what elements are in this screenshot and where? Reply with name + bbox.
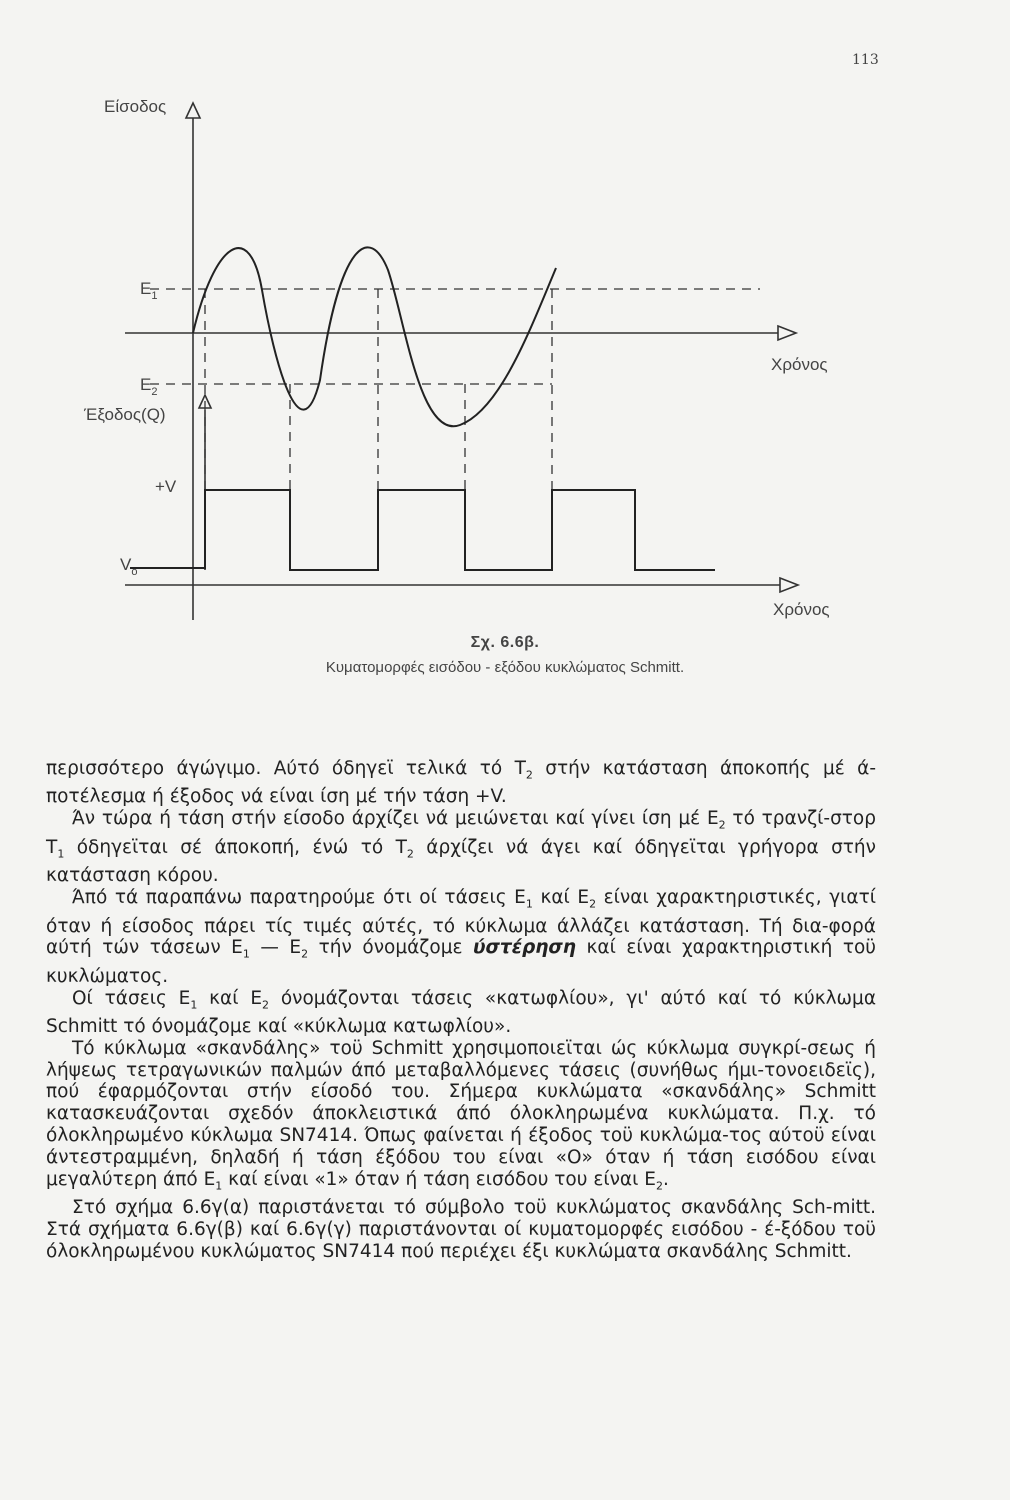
input-time-arrow: [778, 326, 796, 340]
e1-label: $E_1$: [140, 279, 158, 302]
page-number: 113: [852, 52, 879, 68]
waveform-figure: [0, 0, 1010, 630]
output-time-arrow: [780, 578, 798, 592]
output-axis-label: Έξοδος(Q): [84, 405, 166, 424]
input-axis-label: Είσοδος: [104, 97, 167, 116]
time-bottom-label: Χρόνος: [773, 600, 830, 619]
body-text: [46, 758, 876, 1263]
input-axis-arrow: [186, 103, 200, 118]
paragraph-2: Άν τώρα ή τάση στήν είσοδο άρχίζει νά μειώνεται καί γίνει ίση μέ $E_2$ τό τρανζί-στορ $T_1$ όδηγεϊται σέ άποκοπή, ένώ τό $T_2$ άρχίζει νά άγει καί όδηγεϊται γρήγορα στήν κατάσταση κόρου.: [46, 808, 876, 887]
hysteresis-term: ύστέρηση: [472, 937, 576, 959]
input-sine-wave: [193, 247, 556, 426]
paragraph-4: Οί τάσεις $E_1$ καί $E_2$ όνομάζονται τάσεις «κατωφλίου», γι' αύτό καί τό κύκλωμα Schmitt τό όνομάζομε καί «κύκλωμα κατωφλίου».: [46, 987, 877, 1038]
paragraph-5: Τό κύκλωμα «σκανδάλης» τοϋ Schmitt χρησιμοποιεϊται ώς κύκλωμα συγκρί-σεως ή λήψεως τετραγωνικών παλμών άπό μεταβαλλόμενες τάσεις (συνήθως ήμι-τονοειδεϊς), πού έφαρμόζονται στήν είσοδό του. Σήμερα κυκλώματα «σκανδάλης» Schmitt κατασκευάζονται σχεδόν άποκλειστικά άπό όλοκληρωμένα κυκλώματα. Π.χ. τό όλοκληρωμένο κύκλωμα SN7414. Όπως φαίνεται ή έξοδος τοϋ κυκλώμα-τος αύτοϋ είναι άντεστραμμένη, δηλαδή ή τάση έξόδου του είναι «Ο» όταν ή τάση εισόδου είναι μεγαλύτερη άπό $E_1$ καί είναι «1» όταν ή τάση εισόδου του είναι $E_2$.: [46, 1037, 876, 1193]
time-top-label: Χρόνος: [771, 355, 828, 374]
paragraph-1: περισσότερο άγώγιμο. Αύτό όδηγεϊ τελικά τό $T_2$ στήν κατάσταση άποκοπής μέ ά-ποτέλεσμα ή έξοδος νά είναι ίση μέ τήν τάση +V.: [46, 758, 876, 808]
figure-caption-text: Κυματομορφές εισόδου - εξόδου κυκλώματος Schmitt.: [325, 659, 685, 676]
figure-caption-number: Σχ. 6.6β.: [470, 634, 540, 651]
paragraph-3: Άπό τά παραπάνω παρατηρούμε ότι οί τάσεις $E_1$ καί $E_2$ είναι χαρακτηριστικές, γιατί όταν ή είσοδος πάρει τίς τιμές αύτές, τό κύκλωμα άλλάζει κατάσταση. Τή δια-φορά αύτή τών τάσεων $E_1$ — $E_2$ τήν όνομάζομε ύστέρηση καί είναι χαρακτηριστική τοϋ κυκλώματος.: [46, 887, 876, 987]
output-square-wave: [130, 490, 715, 570]
e2-label: $E_2$: [140, 375, 158, 398]
v0-label: $V_o$: [120, 555, 138, 578]
plus-v-label: +V: [155, 477, 177, 496]
paragraph-6: Στό σχήμα 6.6γ(α) παριστάνεται τό σύμβολο τοϋ κυκλώματος σκανδάλης Sch-mitt. Στά σχήματα 6.6γ(β) καί 6.6γ(γ) παριστάνονται οί κυματομορφές εισόδου - έ-ξόδου τοϋ όλοκληρωμένου κυκλώματος SN7414 πού περιέχει έξι κυκλώματα σκανδάλης Schmitt.: [46, 1197, 876, 1262]
